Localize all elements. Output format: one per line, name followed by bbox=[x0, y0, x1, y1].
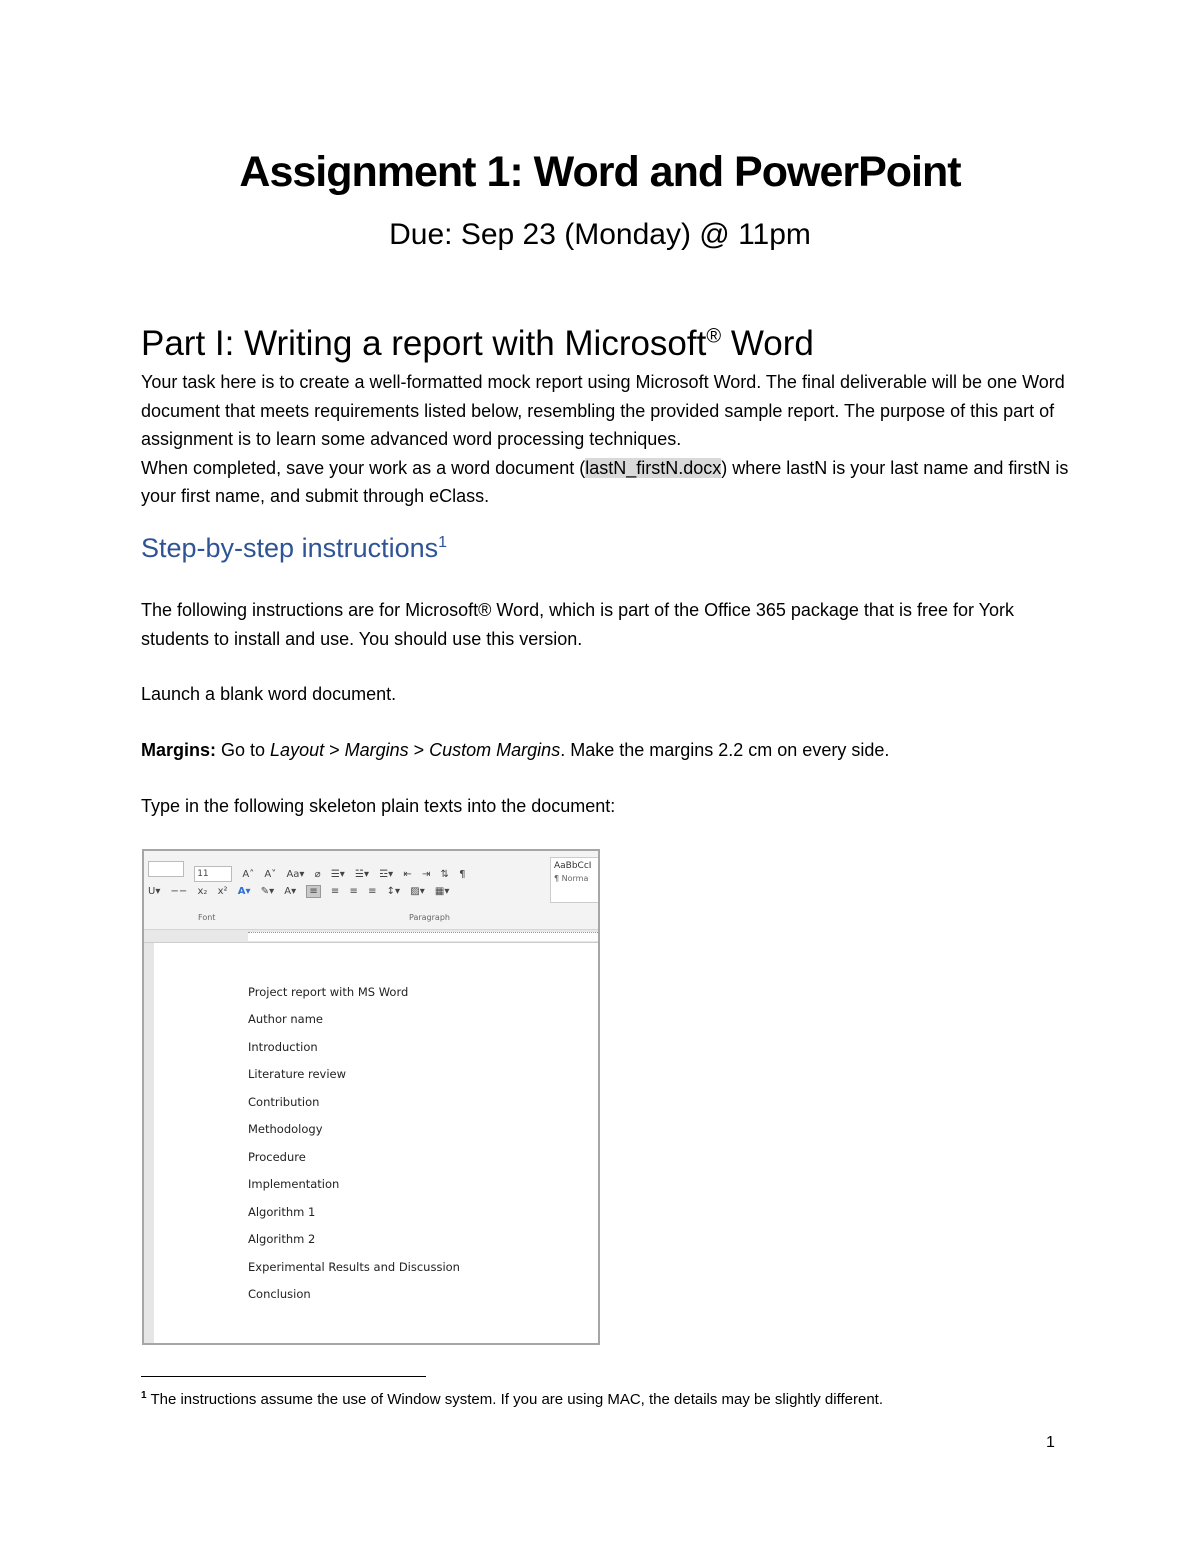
bullets-icon: ☰▾ bbox=[330, 869, 345, 880]
margins-instruction bbox=[141, 740, 889, 761]
multilevel-icon: ☲▾ bbox=[379, 869, 394, 880]
word-screenshot bbox=[142, 849, 600, 1345]
skeleton-line: Procedure bbox=[248, 1150, 306, 1164]
footnote-ref: 1 bbox=[438, 534, 448, 551]
underline-icon: U▾ bbox=[148, 886, 161, 897]
skeleton-line: Project report with MS Word bbox=[248, 985, 409, 999]
footnote-text: The instructions assume the use of Window system. If you are using MAC, the details may be slightly different. bbox=[146, 1391, 884, 1408]
borders-icon: ▦▾ bbox=[434, 886, 450, 897]
increase-indent-icon: ⇥ bbox=[421, 869, 431, 880]
line-spacing-icon: ↕▾ bbox=[386, 886, 401, 897]
intro-paragraph bbox=[141, 368, 1071, 511]
shrink-font-icon: A˅ bbox=[264, 869, 277, 880]
steps-paragraph-2: Launch a blank word document. bbox=[141, 684, 397, 704]
font-color-icon: A▾ bbox=[284, 886, 297, 897]
margins-layout: Layout bbox=[270, 740, 325, 760]
margins-t2: . Make the margins 2.2 cm on every side. bbox=[560, 740, 890, 760]
ruler-body bbox=[248, 932, 598, 941]
part1-heading-end: Word bbox=[721, 324, 814, 363]
ruler bbox=[144, 930, 598, 943]
margins-custom: Custom Margins bbox=[429, 740, 561, 760]
sort-icon: ⇅ bbox=[440, 869, 449, 880]
pilcrow-icon: ¶ bbox=[459, 869, 466, 880]
grow-font-icon: A˄ bbox=[242, 869, 255, 880]
styles-name: ¶ Norma bbox=[554, 874, 589, 883]
skeleton-line: Algorithm 1 bbox=[248, 1205, 316, 1219]
skeleton-line: Algorithm 2 bbox=[248, 1232, 316, 1246]
paragraph-group-label: Paragraph bbox=[409, 913, 450, 922]
filename-highlight: lastN_firstN.docx bbox=[585, 457, 722, 478]
margins-sep2: > bbox=[408, 740, 430, 760]
strikethrough-icon: −− bbox=[170, 886, 188, 897]
part1-heading bbox=[141, 324, 814, 364]
margins-sep1: > bbox=[324, 740, 345, 760]
skeleton-line: Implementation bbox=[248, 1177, 340, 1191]
skeleton-line: Methodology bbox=[248, 1122, 323, 1136]
styles-preview: AaBbCcI bbox=[554, 861, 592, 871]
skeleton-line: Introduction bbox=[248, 1040, 318, 1054]
numbering-icon: ☱▾ bbox=[355, 869, 369, 880]
superscript-icon: x² bbox=[217, 886, 228, 897]
part1-heading-text: Part I: Writing a report with Microsoft bbox=[141, 324, 707, 363]
text-effects-icon: A▾ bbox=[237, 886, 251, 897]
decrease-indent-icon: ⇤ bbox=[403, 869, 412, 880]
skeleton-line: Contribution bbox=[248, 1095, 320, 1109]
footnote-mark: 1 bbox=[141, 1390, 147, 1401]
ribbon-row-1 bbox=[148, 861, 472, 879]
margins-t1: Go to bbox=[216, 740, 271, 760]
skeleton-line: Author name bbox=[248, 1012, 323, 1026]
steps-paragraph-1: The following instructions are for Microsoft® Word, which is part of the Office 365 package that is free for York students to install and use. You should use this version. bbox=[141, 600, 1015, 649]
document-canvas bbox=[154, 943, 598, 1343]
clear-format-icon: ⌀ bbox=[314, 869, 321, 880]
steps-paragraph-3: Type in the following skeleton plain texts into the document: bbox=[141, 796, 616, 816]
font-group-label: Font bbox=[198, 913, 216, 922]
highlight-icon: ✎▾ bbox=[260, 886, 275, 897]
word-ribbon bbox=[144, 851, 598, 930]
registered-mark: ® bbox=[706, 325, 722, 348]
page-number: 1 bbox=[1046, 1434, 1055, 1451]
intro-b-pre: When completed, save your work as a word document ( bbox=[141, 457, 586, 478]
document-title: Assignment 1: Word and PowerPoint bbox=[239, 148, 961, 196]
margins-margins: Margins bbox=[344, 740, 409, 760]
intro-text-a: Your task here is to create a well-formatted mock report using Microsoft Word. The final deliverable will be one Word document that meets requirements listed below, resembling the provided sample report. The purpose of this part of assignment is to learn some advanced word processing techniques. bbox=[141, 372, 1065, 449]
shading-icon: ▨▾ bbox=[410, 886, 425, 897]
margins-label: Margins: bbox=[141, 740, 217, 760]
ribbon-row-2 bbox=[148, 885, 456, 903]
skeleton-line: Literature review bbox=[248, 1067, 346, 1081]
change-case-icon: Aa▾ bbox=[286, 869, 305, 880]
footnote bbox=[141, 1390, 883, 1408]
steps-heading-text: Step-by-step instructions bbox=[141, 533, 439, 563]
subscript-icon: x₂ bbox=[197, 886, 208, 897]
skeleton-line: Experimental Results and Discussion bbox=[248, 1260, 460, 1274]
font-name-dropdown bbox=[148, 861, 184, 877]
intro-b-post: ) where lastN is your last name and firstN is your first name, and submit through eClass. bbox=[141, 457, 1069, 506]
steps-heading bbox=[141, 533, 447, 564]
font-size-box: 11 bbox=[194, 866, 232, 882]
align-left-icon: ≡ bbox=[306, 885, 320, 898]
document-area bbox=[144, 943, 598, 1343]
skeleton-line: Conclusion bbox=[248, 1287, 311, 1301]
align-right-icon: ≡ bbox=[349, 886, 358, 897]
justify-icon: ≡ bbox=[368, 886, 377, 897]
footnote-separator bbox=[141, 1376, 426, 1377]
styles-gallery bbox=[550, 857, 600, 903]
align-center-icon: ≡ bbox=[330, 886, 340, 897]
intro-text-b bbox=[141, 454, 1071, 511]
due-date: Due: Sep 23 (Monday) @ 11pm bbox=[389, 218, 811, 251]
